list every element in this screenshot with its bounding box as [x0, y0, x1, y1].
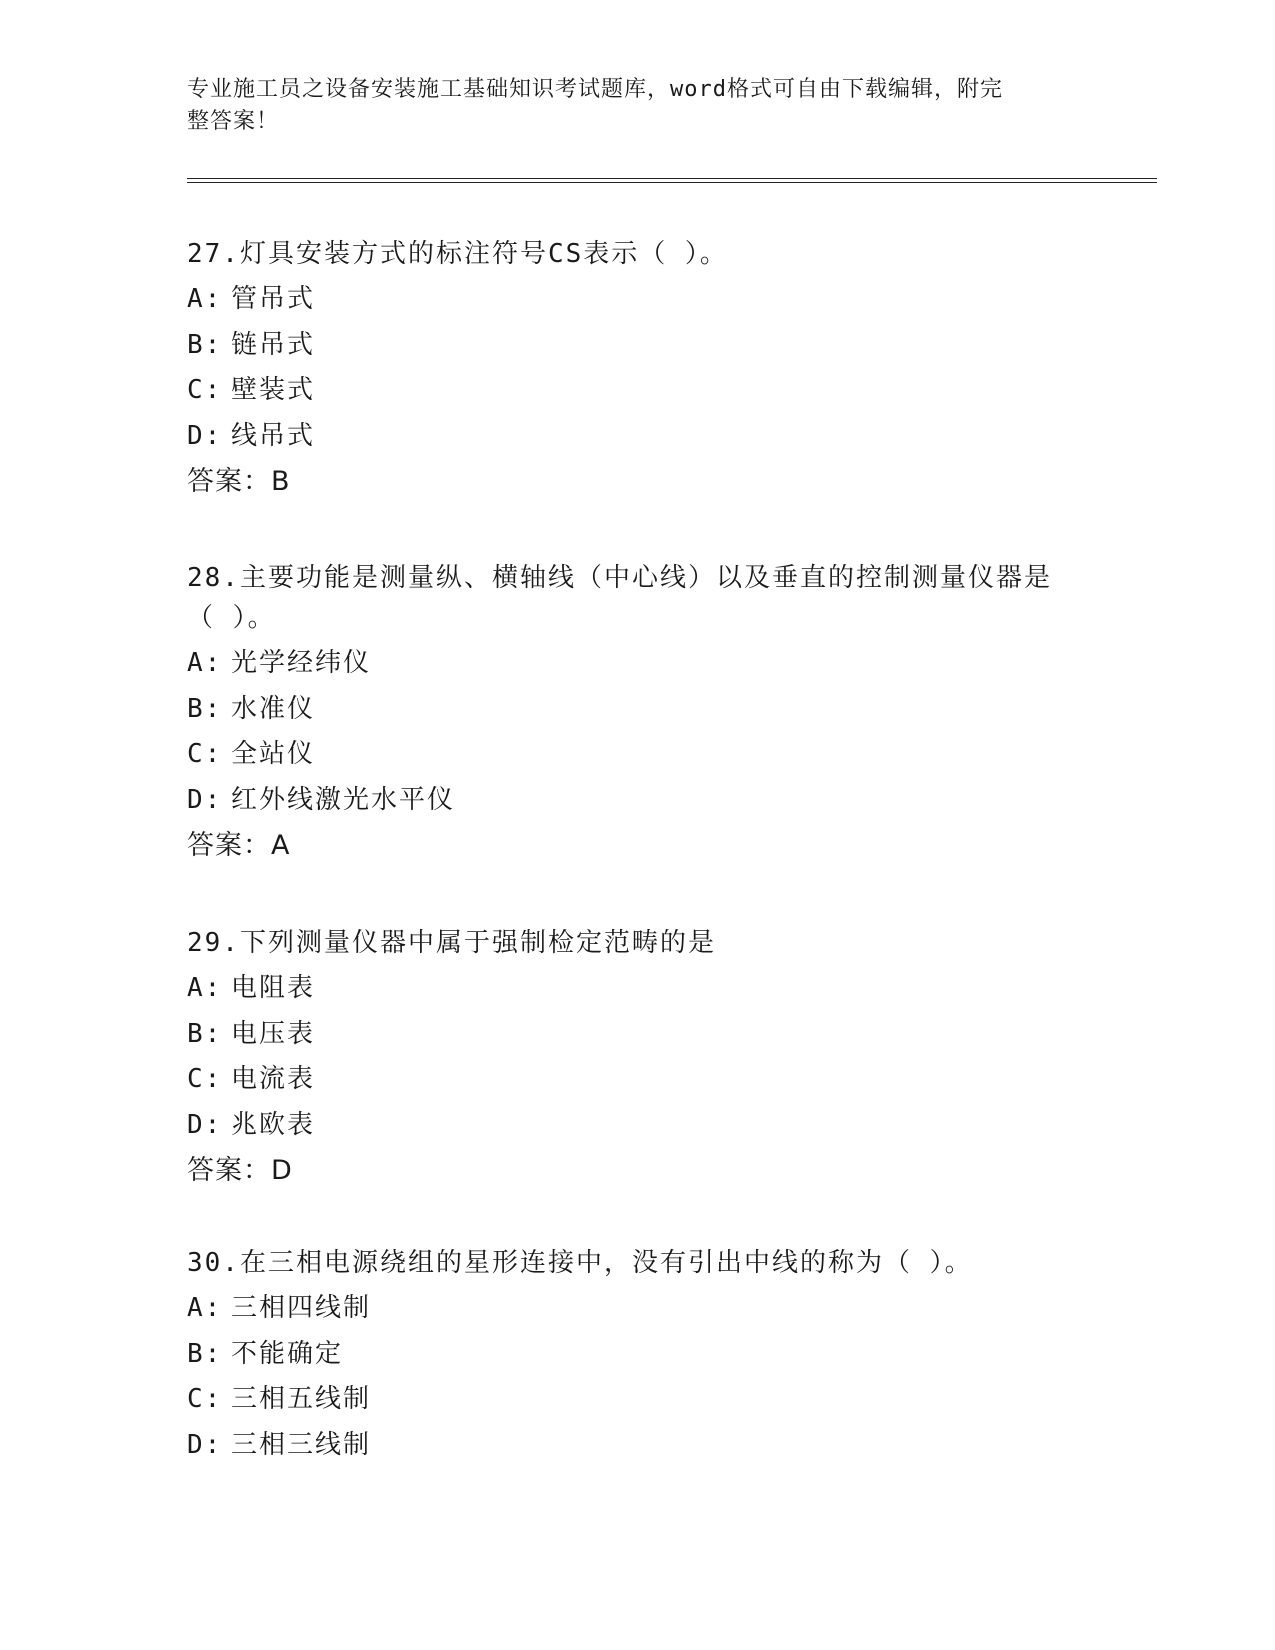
option-letter: D: [187, 1109, 223, 1140]
option-d [187, 778, 1087, 824]
option-d [187, 1103, 1087, 1149]
option-text: 水准仪 [231, 693, 316, 724]
option-a [187, 1286, 1087, 1332]
question-text: 主要功能是测量纵、横轴线（中心线）以及垂直的控制测量仪器是 [239, 563, 1052, 593]
option-text: 电阻表 [231, 973, 316, 1003]
question-stem [187, 1243, 1087, 1283]
option-letter: D: [187, 784, 223, 815]
question-stem-continuation: （ ）。 [187, 603, 276, 633]
option-letter: C: [187, 1064, 223, 1094]
option-b [187, 1332, 1087, 1378]
option-letter: A: [187, 1293, 223, 1323]
question-28 [187, 558, 1087, 868]
option-text: 全站仪 [231, 739, 316, 769]
question-number: 27. [187, 239, 240, 269]
option-list [187, 1286, 1087, 1468]
option-letter: A: [187, 284, 223, 314]
option-letter: A: [187, 648, 223, 678]
answer-line: 答案：D [187, 1155, 293, 1186]
question-27 [187, 234, 1087, 504]
option-text: 三相四线制 [231, 1293, 372, 1323]
option-list [187, 966, 1087, 1148]
header-divider [187, 178, 1157, 183]
option-text: 三相五线制 [231, 1384, 372, 1414]
question-text: 灯具安装方式的标注符号CS表示（ ）。 [239, 239, 728, 269]
option-a [187, 966, 1087, 1012]
option-letter: D: [187, 1429, 223, 1460]
option-text: 链吊式 [231, 329, 316, 360]
option-b [187, 1012, 1087, 1058]
question-text: 在三相电源绕组的星形连接中，没有引出中线的称为（ ）。 [239, 1248, 973, 1278]
option-c [187, 368, 1087, 414]
document-header [187, 74, 1087, 138]
answer-line: 答案：A [187, 830, 291, 861]
option-list [187, 277, 1087, 459]
option-text: 三相三线制 [231, 1429, 372, 1460]
option-letter: C: [187, 375, 223, 405]
option-letter: A: [187, 973, 223, 1003]
option-letter: C: [187, 739, 223, 769]
option-text: 电压表 [231, 1018, 316, 1049]
option-b [187, 687, 1087, 733]
option-text: 电流表 [231, 1064, 316, 1094]
option-letter: B: [187, 1018, 223, 1049]
question-stem [187, 234, 1087, 274]
option-letter: D: [187, 420, 223, 451]
question-number: 29. [187, 928, 240, 958]
option-d [187, 414, 1087, 460]
option-b [187, 323, 1087, 369]
option-text: 线吊式 [231, 420, 316, 451]
question-30 [187, 1243, 1087, 1468]
option-text: 不能确定 [231, 1338, 344, 1369]
option-text: 兆欧表 [231, 1109, 316, 1140]
option-letter: B: [187, 329, 223, 360]
option-a [187, 277, 1087, 323]
option-c [187, 732, 1087, 778]
option-c [187, 1057, 1087, 1103]
question-number: 30. [187, 1248, 240, 1278]
option-letter: B: [187, 1338, 223, 1369]
question-stem [187, 923, 1087, 963]
answer-line: 答案：B [187, 466, 291, 497]
option-text: 光学经纬仪 [231, 648, 372, 678]
option-letter: C: [187, 1384, 223, 1414]
question-stem [187, 558, 1087, 598]
option-letter: B: [187, 693, 223, 724]
question-29 [187, 923, 1087, 1193]
option-d [187, 1423, 1087, 1469]
option-text: 红外线激光水平仪 [231, 784, 456, 815]
option-text: 壁装式 [231, 375, 316, 405]
header-title-line-2: 整答案！ [187, 109, 280, 134]
question-number: 28. [187, 563, 240, 593]
header-title-line-1: 专业施工员之设备安装施工基础知识考试题库，word格式可自由下载编辑，附完 [187, 77, 1003, 102]
option-list [187, 641, 1087, 823]
option-a [187, 641, 1087, 687]
option-text: 管吊式 [231, 284, 316, 314]
question-text: 下列测量仪器中属于强制检定范畴的是 [239, 928, 716, 958]
option-c [187, 1377, 1087, 1423]
